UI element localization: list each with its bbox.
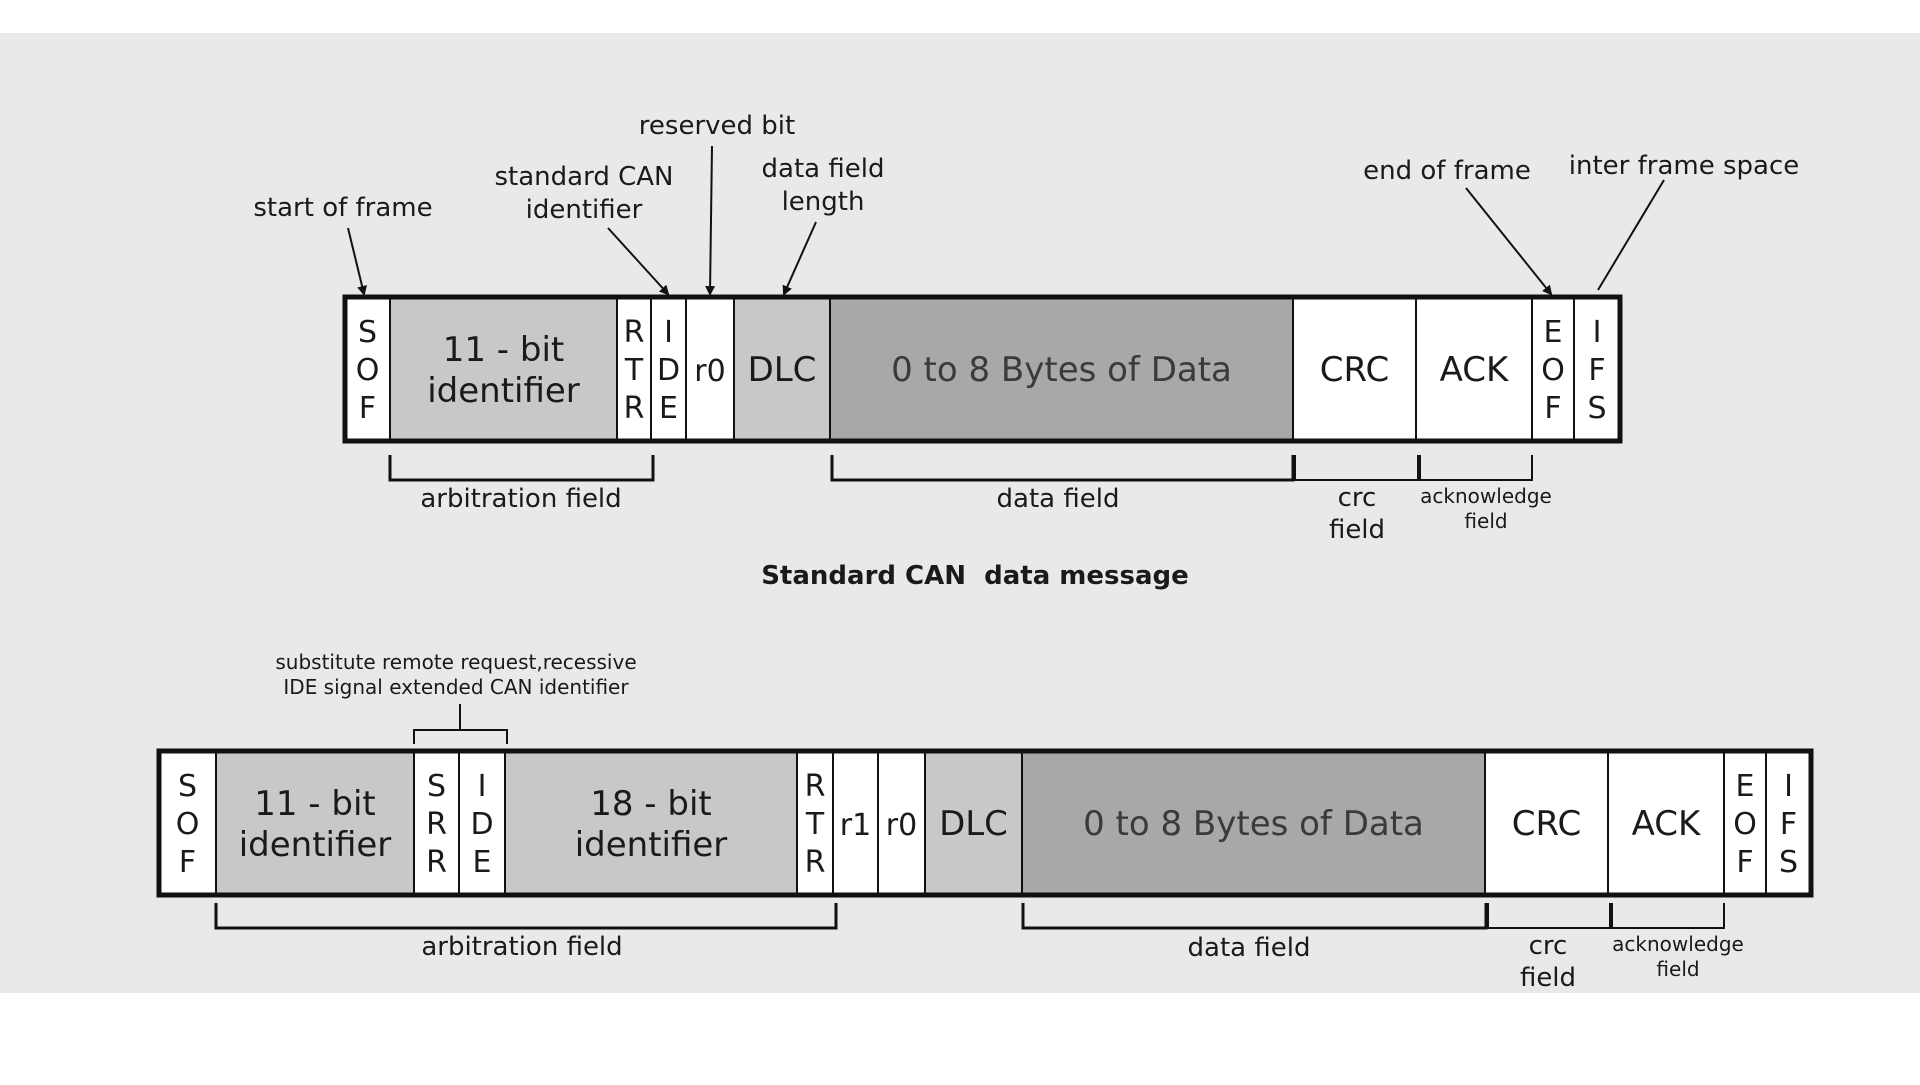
ext-cell-dlc-label: DLC [939,804,1008,844]
std-cell-ide-letter: I [664,315,673,350]
ext-ack-field-label-2: field [1656,957,1700,981]
std-cell-rtr-letter: R [623,391,645,426]
std-cell-11-bit-identifier-line: identifier [427,371,580,411]
ext-cell-r1 [833,751,878,895]
arbitration-field-label: arbitration field [420,484,622,514]
ack-field-label-1: acknowledge [1420,484,1552,508]
std-cell-ifs-letter: F [1588,353,1606,388]
ext-cell-18-bit-identifier-line: identifier [574,825,728,865]
std-cell-ide [651,297,686,441]
std-cell-ack [1416,297,1532,441]
standard-frame [345,297,1620,441]
end-of-frame-label: end of frame [1363,156,1531,186]
ext-cell-ide-letter: I [477,769,487,804]
ext-cell-crc-label: CRC [1511,804,1582,844]
ext-cell-eof-letter: E [1735,769,1755,804]
inter-frame-space-label: inter frame space [1568,151,1800,181]
ext-cell-rtr-letter: R [804,769,826,804]
std-cell-eof [1532,297,1574,441]
ext-cell-srr-letter: S [426,769,447,804]
std-cell-sof [345,297,390,441]
std-cell-r0 [686,297,734,441]
ext-cell-11-bit-identifier-line: identifier [238,825,392,865]
ext-cell-11-bit-identifier-line: 11 - bit [254,784,376,824]
std-cell-dlc-label: DLC [747,350,817,390]
ext-cell-rtr-letter: T [805,807,825,842]
ext-cell-0-to-8-bytes-of-data [1022,751,1485,895]
standard-frame-title: Standard CAN data message [761,561,1189,591]
std-cell-sof-letter: F [358,391,377,426]
srr-ide-note-1: substitute remote request,recessive [275,650,637,674]
data-field-length-label-1: data field [761,154,885,184]
std-cell-dlc [734,297,830,441]
ext-cell-ifs [1766,751,1811,895]
ext-cell-srr-letter: R [426,807,447,842]
data-field-label: data field [996,484,1120,514]
crc-field-label-2: field [1328,515,1386,545]
std-cell-ide-letter: D [656,353,681,388]
ext-cell-0-to-8-bytes-of-data-label: 0 to 8 Bytes of Data [1083,804,1424,844]
std-cell-rtr [617,297,651,441]
ext-cell-ifs-letter: S [1778,845,1799,880]
reserved-bit-label: reserved bit [638,111,796,141]
ext-cell-sof [159,751,216,895]
ext-cell-sof-letter: S [177,769,198,804]
ext-cell-crc [1485,751,1608,895]
srr-ide-note-2: IDE signal extended CAN identifier [283,675,629,699]
ext-cell-srr-letter: R [426,845,447,880]
ext-ack-field-label-1: acknowledge [1612,932,1744,956]
ack-field-label-2: field [1464,509,1508,533]
std-cell-ifs [1574,297,1620,441]
ext-cell-eof-letter: O [1733,807,1757,842]
std-cell-sof-letter: S [357,315,378,350]
ext-cell-dlc [925,751,1022,895]
std-cell-eof-letter: O [1541,353,1565,388]
ext-data-field-label: data field [1187,933,1311,963]
std-cell-ifs-letter: I [1592,315,1602,350]
standard-can-identifier-label-1: standard CAN [494,162,674,192]
ext-arbitration-field-label: arbitration field [421,932,623,962]
extended-frame [159,751,1811,895]
ext-cell-eof-letter: F [1736,845,1754,880]
std-cell-rtr-letter: R [623,315,645,350]
ext-cell-rtr [797,751,833,895]
data-field-length-label-2: length [781,187,865,217]
std-cell-ifs-letter: S [1587,391,1607,426]
ext-cell-rtr-letter: R [804,845,826,880]
ext-cell-11-bit-identifier [216,751,414,895]
std-cell-ack-label: ACK [1439,350,1509,390]
ext-cell-ide [459,751,505,895]
ext-cell-sof-letter: O [175,807,200,842]
ext-cell-eof [1724,751,1766,895]
ext-cell-ide-letter: D [470,807,494,842]
ext-cell-ifs-letter: I [1784,769,1793,804]
ext-cell-srr [414,751,459,895]
ext-cell-r1-label: r1 [839,808,872,843]
start-of-frame-label: start of frame [253,193,433,223]
ext-crc-field-label-1: crc [1528,931,1568,961]
ext-cell-ack [1608,751,1724,895]
standard-can-identifier-label-2: identifier [525,195,643,225]
ext-cell-ifs-letter: F [1779,807,1798,842]
crc-field-label-1: crc [1337,483,1377,513]
std-cell-crc [1293,297,1416,441]
ext-cell-sof-letter: F [178,845,197,880]
std-cell-11-bit-identifier [390,297,617,441]
ext-cell-18-bit-identifier-line: 18 - bit [590,784,712,824]
ext-cell-r0-label: r0 [885,808,918,843]
ext-cell-18-bit-identifier [505,751,797,895]
std-cell-0-to-8-bytes-of-data-label: 0 to 8 Bytes of Data [891,350,1232,390]
std-cell-11-bit-identifier-line: 11 - bit [442,330,565,370]
std-cell-r0-label: r0 [694,354,726,389]
std-cell-eof-letter: E [1543,315,1563,350]
ext-cell-ide-letter: E [472,845,492,880]
ext-cell-ack-label: ACK [1631,804,1701,844]
ext-crc-field-label-2: field [1519,963,1577,993]
std-cell-ide-letter: E [659,391,678,426]
std-cell-0-to-8-bytes-of-data [830,297,1293,441]
ext-cell-r0 [878,751,925,895]
std-cell-crc-label: CRC [1319,350,1390,390]
std-cell-rtr-letter: T [624,353,644,388]
std-cell-sof-letter: O [355,353,380,388]
std-cell-eof-letter: F [1544,391,1562,426]
